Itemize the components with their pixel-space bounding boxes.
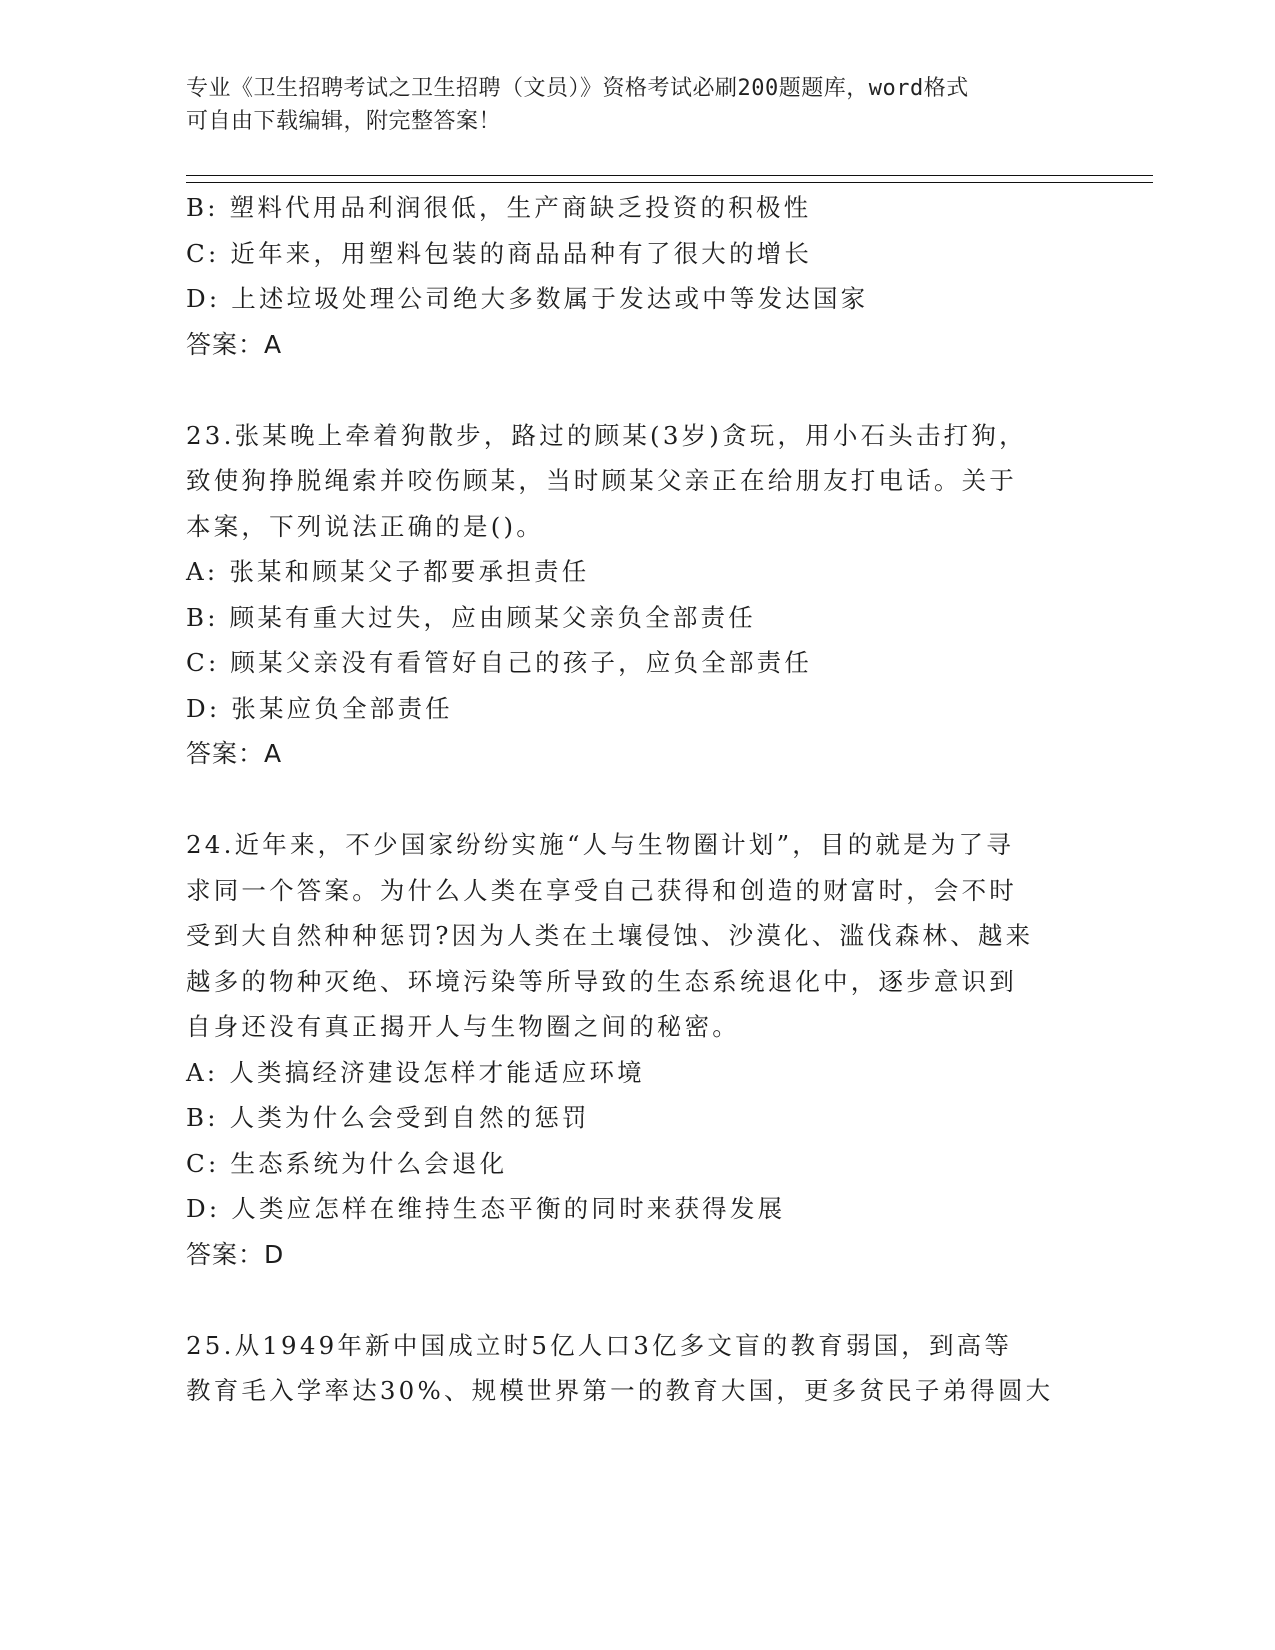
option-c: C: 近年来，用塑料包装的商品品种有了很大的增长 [186,238,813,268]
answer-line: 答案：D [186,1239,285,1269]
question-stem-line: 受到大自然种种惩罚?因为人类在土壤侵蚀、沙漠化、滥伐森林、越来 [186,921,1034,950]
question-stem-line: 23.张某晚上牵着狗散步，路过的顾某(3岁)贪玩，用小石头击打狗， [186,420,1027,450]
question-stem-line: 求同一个答案。为什么人类在享受自己获得和创造的财富时，会不时 [186,875,1017,905]
option-c: C: 顾某父亲没有看管好自己的孩子，应负全部责任 [186,648,813,677]
option-d: D: 张某应负全部责任 [186,693,453,723]
option-b: B: 顾某有重大过失，应由顾某父亲负全部责任 [186,602,756,632]
question-stem-line: 25.从1949年新中国成立时5亿人口3亿多文盲的教育弱国，到高等 [186,1330,1013,1360]
document-header [186,72,1086,138]
header-line-2: 可自由下载编辑，附完整答案！ [186,109,502,134]
question-stem-line: 越多的物种灭绝、环境污染等所导致的生态系统退化中，逐步意识到 [186,966,1017,996]
answer-line: 答案：A [186,329,283,359]
spacer [186,777,1086,823]
answer-line: 答案：A [186,739,283,768]
header-line-1: 专业《卫生招聘考试之卫生招聘（文员）》资格考试必刷200题题库，word格式 [186,76,969,101]
option-c: C: 生态系统为什么会退化 [186,1148,508,1178]
question-23 [186,413,1086,777]
option-a: A: 张某和顾某父子都要承担责任 [186,557,590,586]
header-rule-bottom [186,182,1153,183]
question-22-tail [186,185,1086,367]
question-stem-line: 24.近年来，不少国家纷纷实施“人与生物圈计划”，目的就是为了寻 [186,830,1014,859]
option-d: D: 人类应怎样在维持生态平衡的同时来获得发展 [186,1194,786,1223]
question-stem-line: 教育毛入学率达30%、规模世界第一的教育大国，更多贫民子弟得圆大 [186,1376,1054,1405]
question-stem-line: 自身还没有真正揭开人与生物圈之间的秘密。 [186,1012,740,1041]
question-stem-line: 致使狗挣脱绳索并咬伤顾某，当时顾某父亲正在给朋友打电话。关于 [186,466,1017,495]
spacer [186,1277,1086,1323]
option-b: B: 人类为什么会受到自然的惩罚 [186,1103,590,1132]
question-content [186,185,1086,1414]
header-rule-top [186,175,1153,176]
question-24 [186,822,1086,1277]
option-b: B: 塑料代用品利润很低，生产商缺乏投资的积极性 [186,193,812,222]
spacer [186,367,1086,413]
question-stem-line: 本案，下列说法正确的是()。 [186,511,544,541]
option-a: A: 人类搞经济建设怎样才能适应环境 [186,1057,645,1087]
question-25 [186,1323,1086,1414]
option-d: D: 上述垃圾处理公司绝大多数属于发达或中等发达国家 [186,284,869,313]
